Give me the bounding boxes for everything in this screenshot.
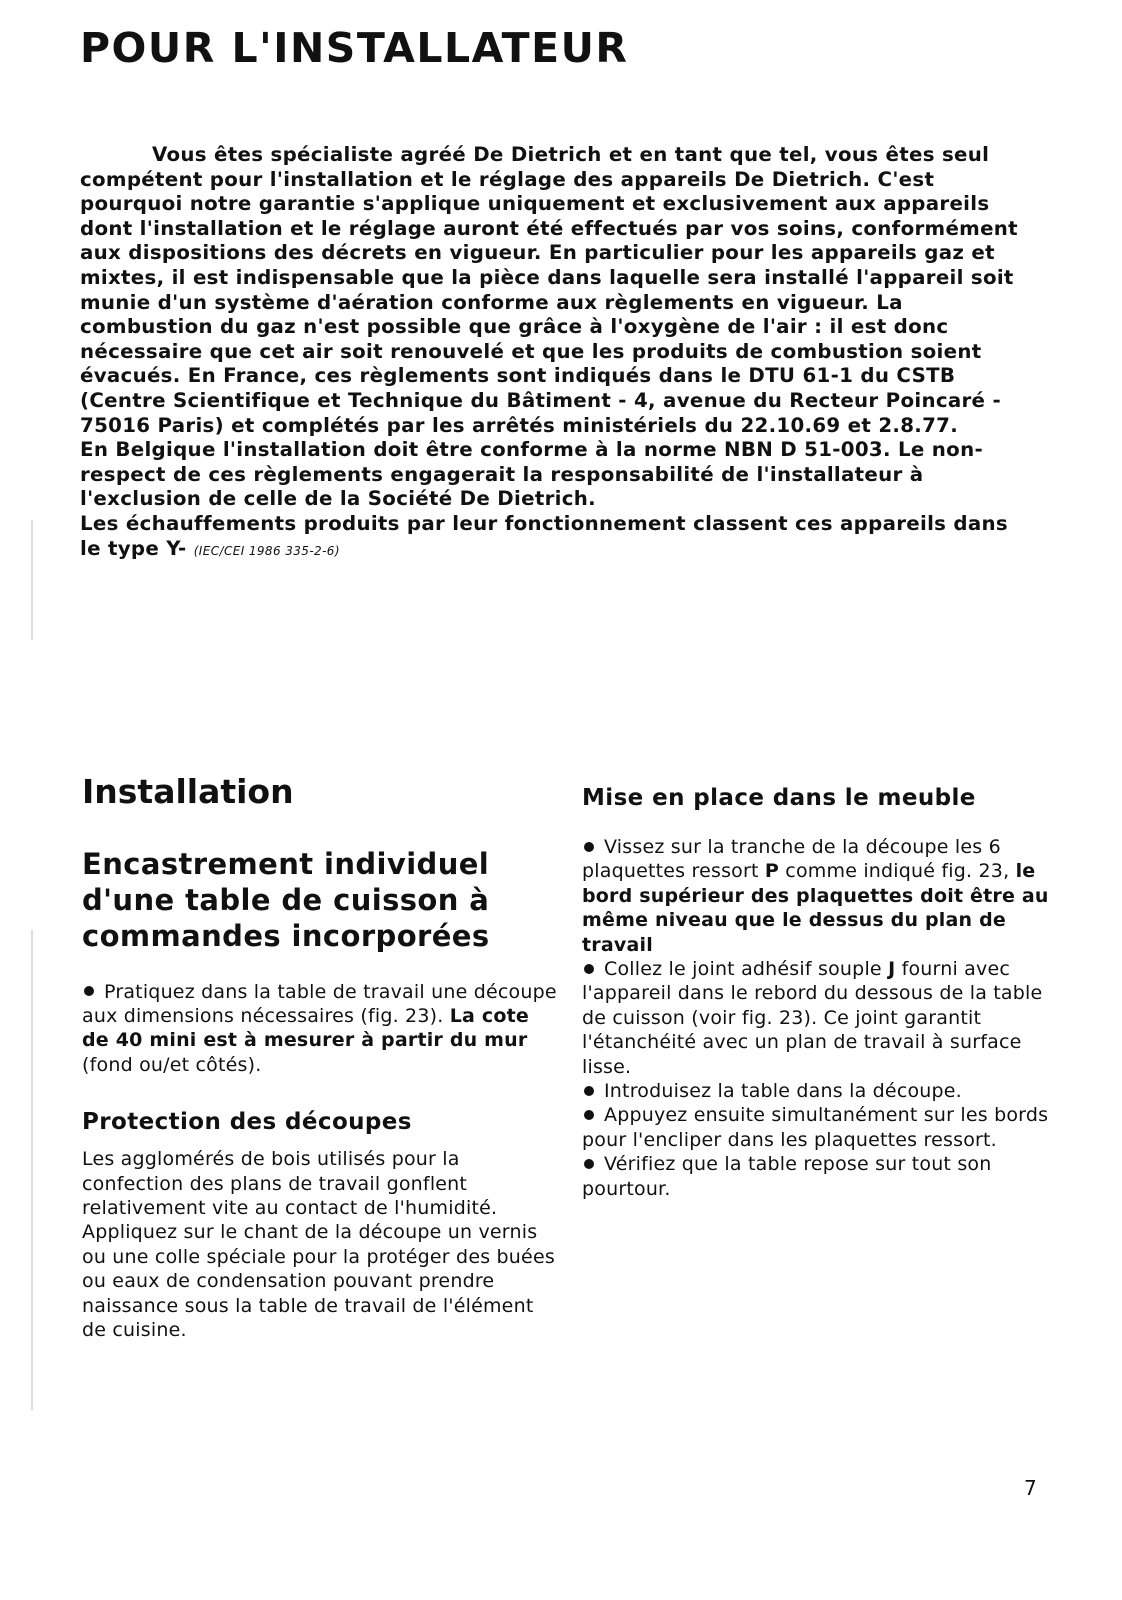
step-2-text-end: fourni avec l'appareil dans le rebord du dessous de la table de cuisson (voir fig. 23). Ce joint garantit l'étanchéité avec un plan de travail à surface lisse.	[582, 958, 1043, 1078]
scan-edge-mark	[31, 520, 33, 640]
intro-section	[80, 143, 1030, 563]
step-1-text: Vissez sur la tranche de la découpe les 6 plaquettes ressort	[582, 836, 1001, 883]
fitting-heading: Mise en place dans le meuble	[582, 785, 976, 811]
intro-paragraph: Vous êtes spécialiste agréé De Dietrich et en tant que tel, vous êtes seul compétent pour l'installation et le réglage des appareils De Dietrich. C'est pourquoi notre garantie s'applique uniquement et exclusivement aux appareils dont l'installation et le réglage auront été effectués par vos soins, conformément aux dispositions des décrets en vigueur. En particulier pour les appareils gaz et mixtes, il est indispensable que la pièce dans laquelle sera installé l'appareil soit munie d'un système d'aération conforme aux règlements en vigueur. La combustion du gaz n'est possible que grâce à l'oxygène de l'air : il est donc nécessaire que cet air soit renouvelé et que les produits de combustion soient évacués. En France, ces règlements sont indiqués dans le DTU 61-1 du CSTB (Centre Scientifique et Technique du Bâtiment - 4, avenue du Recteur Poincaré - 75016 Paris) et complétés par les arrêtés ministériels du 22.10.69 et 2.8.77.	[80, 143, 1018, 437]
bullet-icon	[584, 1159, 594, 1169]
cutout-text: Pratiquez dans la table de travail une découpe aux dimensions nécessaires (fig. 23).	[82, 980, 557, 1027]
bullet-icon	[584, 842, 594, 852]
step-4-text: Appuyez ensuite simultanément sur les bords pour l'encliper dans les plaquettes ressort.	[582, 1104, 1049, 1151]
step-3-text: Introduisez la table dans la découpe.	[604, 1080, 962, 1103]
cutout-text-bold: La cote de 40 mini est à mesurer à partir du mur	[82, 1005, 529, 1052]
page-title: POUR L'INSTALLATEUR	[80, 24, 629, 72]
cutout-instruction	[82, 980, 562, 1078]
step-2-text: Collez le joint adhésif souple	[604, 958, 889, 981]
scan-edge-mark	[31, 930, 33, 1410]
step-1-text-bold: le bord supérieur des plaquettes doit être au même niveau que le dessus du plan de travail	[582, 860, 1049, 956]
installation-heading: Installation	[82, 772, 294, 811]
cutout-text-end: (fond ou/et côtés).	[82, 1053, 262, 1076]
step-1-letter: P	[764, 860, 780, 883]
standard-reference: (IEC/CEI 1986 335-2-6)	[193, 543, 340, 558]
bullet-icon	[84, 986, 94, 996]
built-in-subtitle: Encastrement individuel d'une table de cuisson à commandes incorporées	[82, 846, 490, 953]
protection-text: Les agglomérés de bois utilisés pour la confection des plans de travail gonflent relativement vite au contact de l'humidité. Appliquez sur le chant de la découpe un vernis ou une colle spéciale pour la protéger des buées ou eaux de condensation pouvant prendre naissance sous la table de travail de l'élément de cuisine.	[82, 1148, 555, 1342]
bullet-icon	[584, 1086, 594, 1096]
page-number: 7	[1024, 1476, 1037, 1500]
bullet-icon	[584, 964, 594, 974]
heating-text: Les échauffements produits par leur fonctionnement classent ces appareils dans le type Y-	[80, 511, 1008, 560]
fitting-step-3	[582, 1079, 1052, 1103]
heating-paragraph	[80, 512, 1030, 563]
fitting-step-5	[582, 1152, 1052, 1201]
right-column	[582, 783, 1052, 1201]
fitting-step-2	[582, 957, 1052, 1079]
step-5-text: Vérifiez que la table repose sur tout son pourtour.	[582, 1153, 992, 1200]
step-1-text-mid: comme indiqué fig. 23,	[779, 860, 1016, 883]
fitting-steps	[582, 835, 1052, 1201]
belgium-paragraph: En Belgique l'installation doit être conforme à la norme NBN D 51-003. Le non-respect de ces règlements engagerait la responsabilité de l'installateur à l'exclusion de celle de la Société De Dietrich.	[80, 438, 983, 511]
left-column	[82, 772, 562, 1342]
protection-heading: Protection des découpes	[82, 1109, 412, 1136]
fitting-step-1	[582, 835, 1052, 957]
bullet-icon	[584, 1110, 594, 1120]
step-2-letter: J	[888, 958, 896, 981]
fitting-step-4	[582, 1103, 1052, 1152]
